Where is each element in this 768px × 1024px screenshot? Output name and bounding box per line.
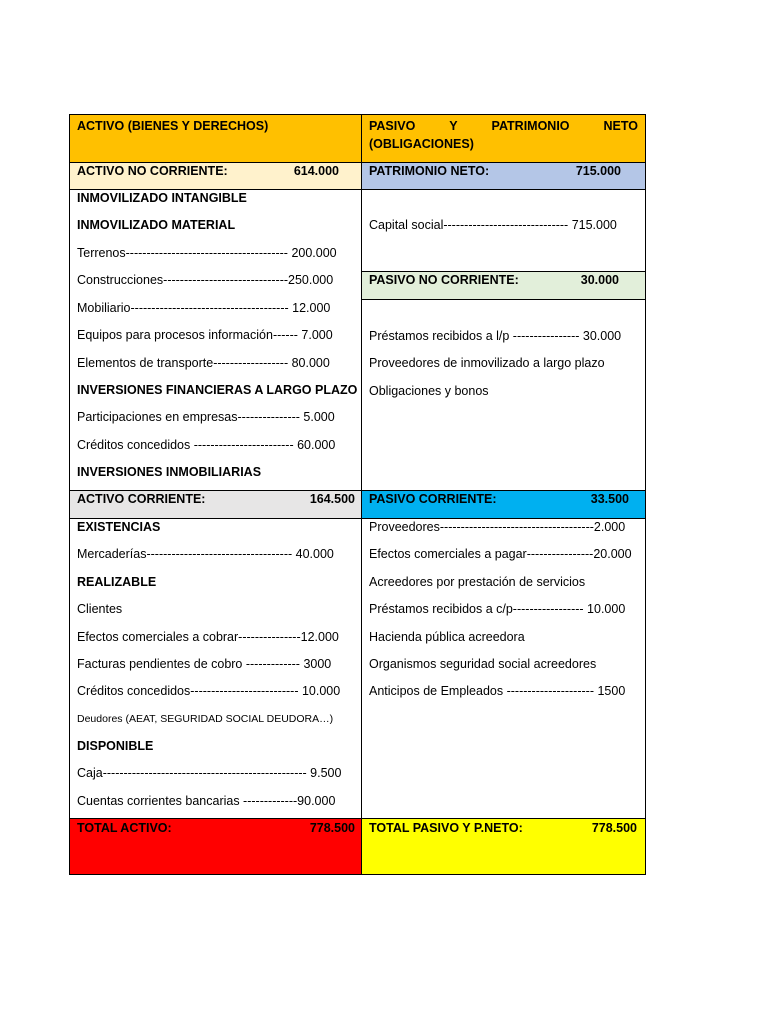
line-inversiones-inmobiliarias: INVERSIONES INMOBILIARIAS [77, 465, 262, 479]
balance-sheet-table [69, 114, 646, 875]
line-inversiones-financieras: INVERSIONES FINANCIERAS A LARGO PLAZO [77, 383, 358, 397]
pasivo-no-corriente-body [362, 300, 645, 491]
activo-corriente-header [70, 491, 361, 519]
total-activo-value: 778.500 [309, 821, 355, 835]
line-cuentas-corrientes: Cuentas corrientes bancarias -------------90.000 [77, 794, 336, 808]
line-creditos-concedidos-lp: Créditos concedidos ------------------------ 60.000 [77, 438, 336, 452]
pasivo-corriente-value: 33.500 [590, 492, 629, 506]
line-clientes: Clientes [77, 602, 123, 616]
activo-corriente-label: ACTIVO CORRIENTE: [77, 492, 206, 506]
total-activo-label: TOTAL ACTIVO: [77, 821, 172, 835]
line-inmovilizado-intangible: INMOVILIZADO INTANGIBLE [77, 191, 247, 205]
pasivo-no-corriente-label: PASIVO NO CORRIENTE: [369, 273, 519, 287]
pasivo-header-word-2: Y [449, 119, 458, 133]
line-hacienda-acreedora: Hacienda pública acreedora [369, 630, 525, 644]
total-pasivo-cell [362, 819, 645, 874]
line-deudores: Deudores (AEAT, SEGURIDAD SOCIAL DEUDORA…) [77, 713, 334, 725]
patrimonio-neto-value: 715.000 [575, 164, 621, 178]
pasivo-no-corriente-value: 30.000 [580, 273, 619, 287]
line-elementos-transporte: Elementos de transporte------------------ 80.000 [77, 356, 330, 370]
activo-no-corriente-value: 614.000 [293, 164, 339, 178]
line-obligaciones-bonos: Obligaciones y bonos [369, 384, 489, 398]
line-realizable: REALIZABLE [77, 575, 157, 589]
pasivo-header-word-3: PATRIMONIO [491, 119, 570, 133]
line-terrenos: Terrenos--------------------------------------- 200.000 [77, 246, 337, 260]
pasivo-header [362, 115, 645, 163]
activo-no-corriente-header [70, 163, 361, 190]
pasivo-corriente-label: PASIVO CORRIENTE: [369, 492, 497, 506]
line-existencias: EXISTENCIAS [77, 520, 161, 534]
pasivo-no-corriente-header [362, 272, 645, 300]
patrimonio-neto-body [362, 190, 645, 272]
line-facturas-pendientes: Facturas pendientes de cobro ------------- 3000 [77, 657, 332, 671]
line-mercaderias: Mercaderías----------------------------------- 40.000 [77, 547, 334, 561]
activo-no-corriente-body [70, 190, 361, 491]
pasivo-corriente-header [362, 491, 645, 519]
total-pasivo-value: 778.500 [591, 821, 637, 835]
line-seguridad-social-acreedores: Organismos seguridad social acreedores [369, 657, 597, 671]
line-proveedores-inmovilizado: Proveedores de inmovilizado a largo plazo [369, 356, 605, 370]
pasivo-header-line1 [369, 117, 638, 135]
activo-corriente-body [70, 519, 361, 819]
pasivo-header-word-4: NETO [603, 119, 638, 133]
activo-corriente-value: 164.500 [309, 492, 355, 506]
pasivo-header-word-1: PASIVO [369, 119, 416, 133]
line-acreedores-servicios: Acreedores por prestación de servicios [369, 575, 586, 589]
activo-header: ACTIVO (BIENES Y DERECHOS) [70, 115, 361, 163]
line-mobiliario: Mobiliario-------------------------------------- 12.000 [77, 301, 331, 315]
pasivo-corriente-body [362, 519, 645, 819]
line-equipos: Equipos para procesos información------ 7.000 [77, 328, 333, 342]
total-activo-cell [70, 819, 361, 874]
patrimonio-neto-header [362, 163, 645, 190]
line-efectos-pagar: Efectos comerciales a pagar----------------20.000 [369, 547, 632, 561]
line-efectos-cobrar: Efectos comerciales a cobrar---------------12.000 [77, 630, 339, 644]
patrimonio-neto-label: PATRIMONIO NETO: [369, 164, 490, 178]
activo-no-corriente-label: ACTIVO NO CORRIENTE: [77, 164, 228, 178]
line-anticipos-empleados: Anticipos de Empleados --------------------- 1500 [369, 684, 626, 698]
line-disponible: DISPONIBLE [77, 739, 154, 753]
total-pasivo-label: TOTAL PASIVO Y P.NETO: [369, 821, 523, 835]
line-capital-social: Capital social------------------------------ 715.000 [369, 218, 617, 232]
line-participaciones: Participaciones en empresas--------------- 5.000 [77, 410, 335, 424]
pasivo-column [362, 115, 645, 874]
line-prestamos-cp: Préstamos recibidos a c/p----------------- 10.000 [369, 602, 626, 616]
line-creditos-concedidos-cp: Créditos concedidos-------------------------- 10.000 [77, 684, 341, 698]
pasivo-header-line2: (OBLIGACIONES) [369, 137, 474, 151]
line-proveedores: Proveedores-------------------------------------2.000 [369, 520, 626, 534]
activo-column [70, 115, 362, 874]
line-construcciones: Construcciones------------------------------250.000 [77, 273, 334, 287]
line-prestamos-lp: Préstamos recibidos a l/p ---------------- 30.000 [369, 329, 622, 343]
line-caja: Caja------------------------------------------------- 9.500 [77, 766, 342, 780]
line-inmovilizado-material: INMOVILIZADO MATERIAL [77, 218, 236, 232]
